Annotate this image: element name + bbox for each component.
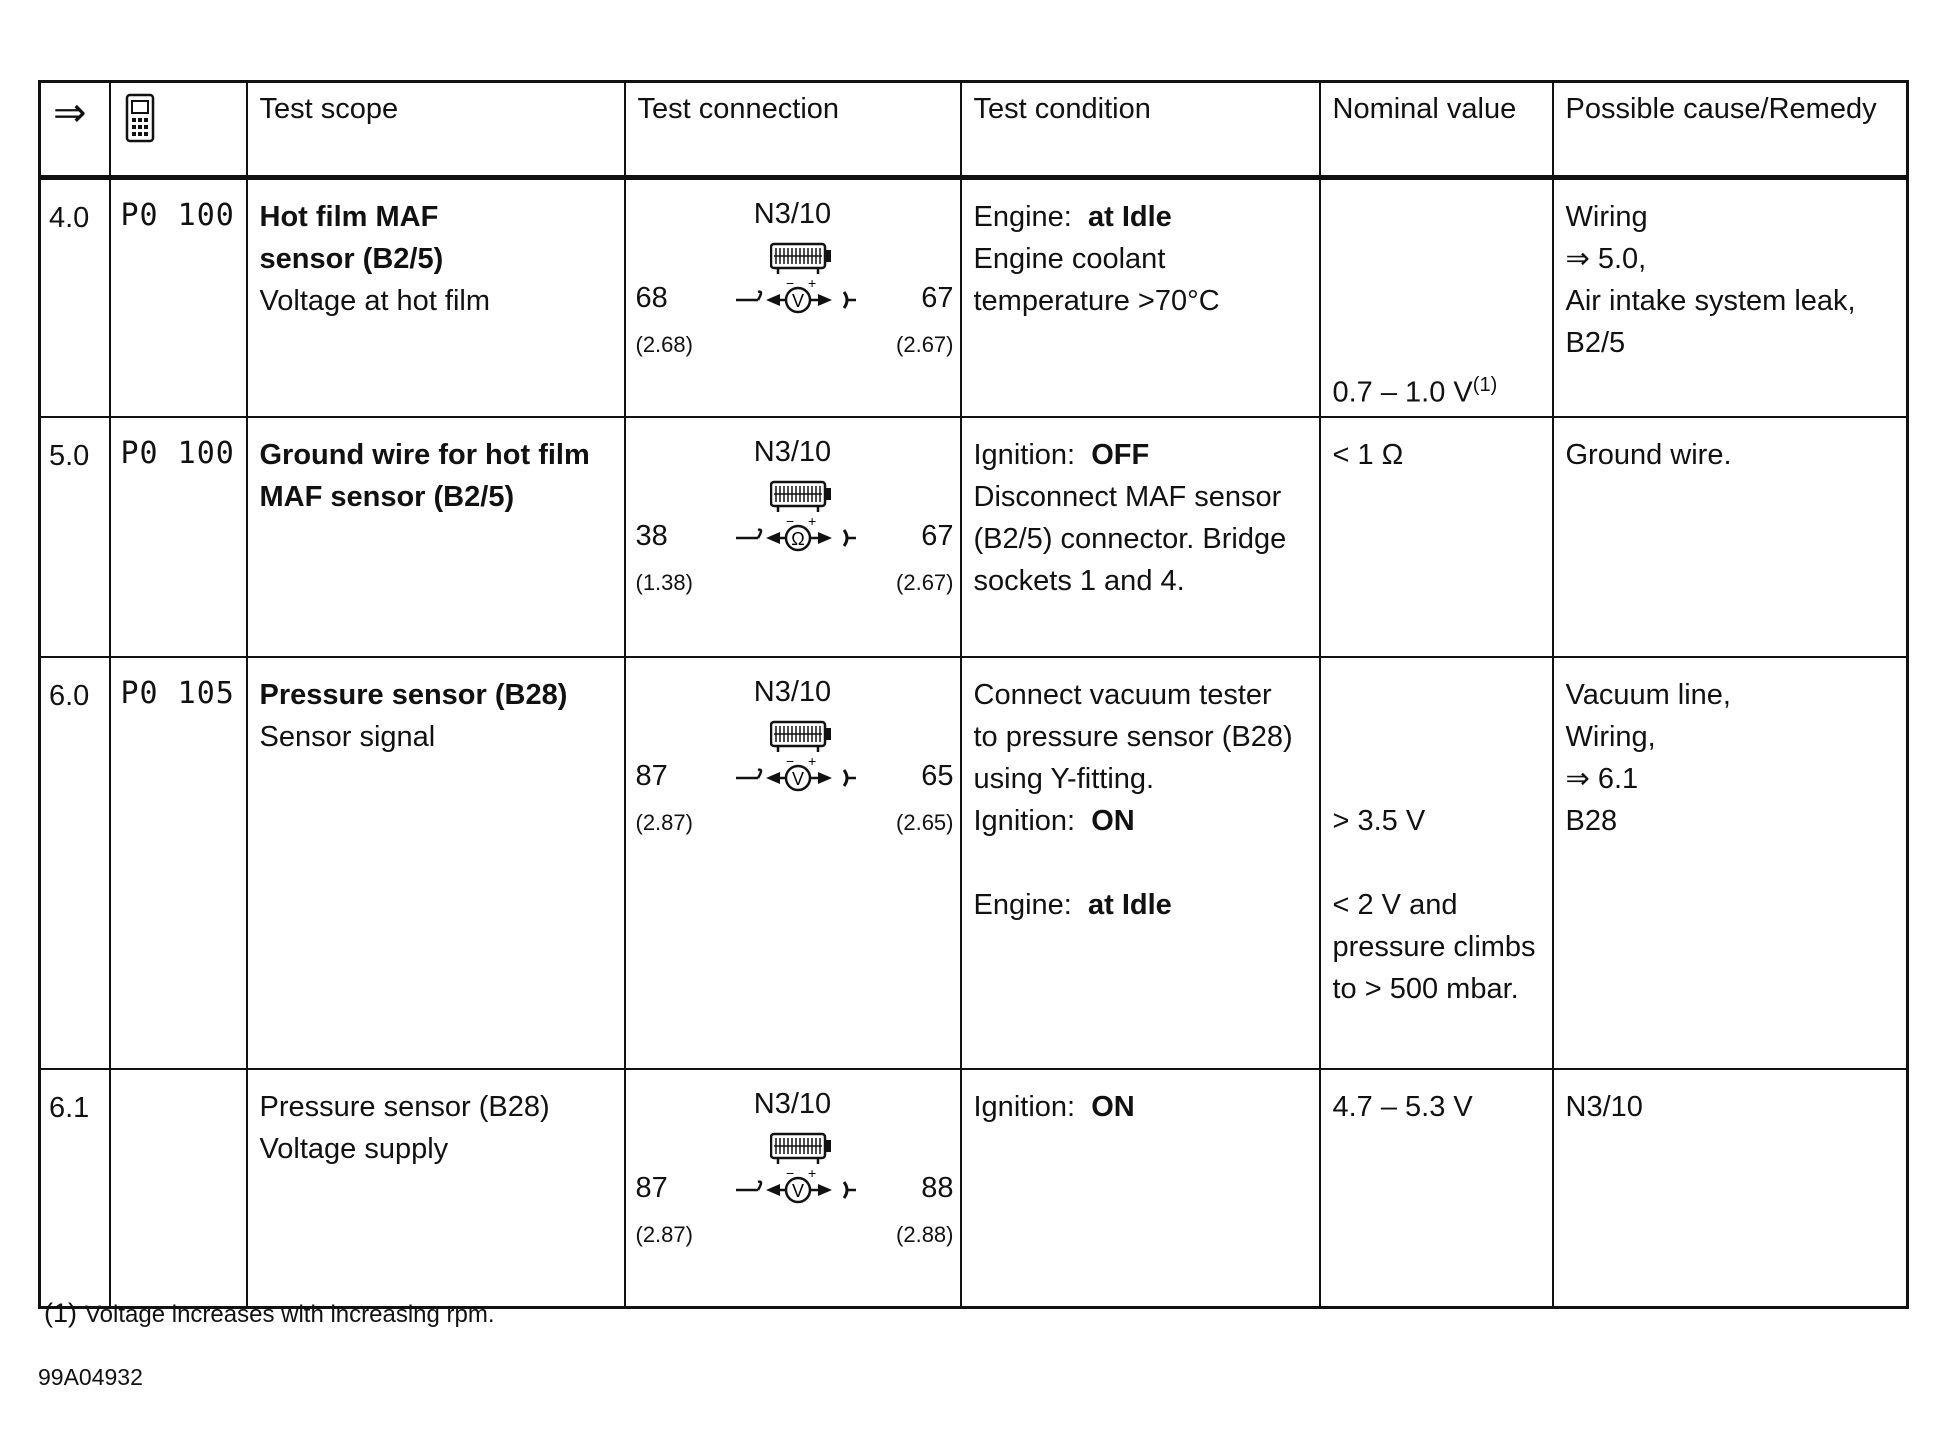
module-label: N3/10: [753, 676, 832, 708]
control-module-icon: [770, 240, 834, 276]
step-number: 6.1: [40, 1069, 110, 1308]
header-possible-cause: Possible cause/Remedy: [1553, 82, 1908, 178]
condition-value: ON: [1091, 1091, 1135, 1123]
condition-label: Engine:: [973, 201, 1072, 233]
double-arrow-icon: ⇒: [53, 91, 87, 135]
scope-desc: Sensor signal: [259, 721, 436, 753]
pin-left: 38: [635, 520, 668, 552]
condition-text: (B2/5) connector. Bridge: [973, 523, 1287, 555]
svg-text:−: −: [785, 280, 794, 291]
test-connection-cell: [625, 178, 961, 418]
svg-text:+: +: [807, 1170, 816, 1181]
footnote-ref: (1): [1472, 374, 1498, 396]
svg-text:−: −: [785, 758, 794, 769]
nominal-value-cell: [1320, 417, 1553, 657]
footnote: [44, 1298, 495, 1329]
pin-right-sub: (2.88): [896, 1222, 954, 1247]
nominal-value-cell: [1320, 657, 1553, 1069]
voltmeter-icon: [736, 758, 856, 798]
test-scope-cell: [247, 417, 625, 657]
footnote-marker: (1): [44, 1298, 77, 1328]
table-header-row: [40, 82, 1908, 178]
pin-left: 68: [635, 282, 668, 314]
module-label: N3/10: [753, 1088, 832, 1120]
pin-left-sub: (2.87): [635, 1222, 693, 1247]
test-scope-cell: [247, 178, 625, 418]
condition-value: at Idle: [1087, 889, 1172, 921]
scope-desc: Pressure sensor (B28): [259, 1091, 550, 1123]
possible-cause-cell: [1553, 657, 1908, 1069]
nominal-value: pressure climbs: [1332, 931, 1536, 963]
scope-title: Pressure sensor (B28): [259, 679, 568, 711]
condition-value: ON: [1091, 805, 1135, 837]
test-scope-cell: [247, 1069, 625, 1308]
scope-title: Hot film MAF: [259, 201, 439, 233]
remedy-line: Wiring: [1565, 201, 1648, 233]
fault-code: [110, 1069, 247, 1308]
svg-text:+: +: [807, 280, 816, 291]
nominal-value: 0.7 – 1.0 V: [1332, 376, 1473, 409]
test-condition-cell: [961, 1069, 1320, 1308]
fault-code: P0 100: [110, 178, 247, 418]
pin-right-sub: (2.65): [896, 810, 954, 835]
condition-value: at Idle: [1087, 201, 1172, 233]
pin-right: 88: [921, 1172, 954, 1204]
remedy-line: Air intake system leak,: [1565, 285, 1856, 317]
step-number: 4.0: [40, 178, 110, 418]
remedy-link[interactable]: ⇒ 5.0,: [1565, 243, 1647, 275]
condition-label: Ignition:: [973, 439, 1076, 471]
nominal-value: < 1 Ω: [1332, 439, 1404, 471]
hand-held-tester-icon: [123, 93, 157, 143]
nominal-value: > 3.5 V: [1332, 805, 1426, 837]
remedy-link[interactable]: ⇒ 6.1: [1565, 763, 1639, 795]
nominal-value-cell: [1320, 178, 1553, 418]
table-row: [40, 1069, 1908, 1308]
scope-title: MAF sensor (B2/5): [259, 481, 515, 513]
condition-text: Engine coolant: [973, 243, 1166, 275]
header-test-connection: Test connection: [625, 82, 961, 178]
test-condition-cell: [961, 657, 1320, 1069]
voltmeter-icon: [736, 1170, 856, 1210]
pin-left: 87: [635, 1172, 668, 1204]
condition-text: sockets 1 and 4.: [973, 565, 1185, 597]
test-table: [38, 80, 1909, 1309]
condition-label: Ignition:: [973, 1091, 1076, 1123]
possible-cause-cell: [1553, 417, 1908, 657]
condition-label: Ignition:: [973, 805, 1076, 837]
document-id: 99A04932: [38, 1364, 143, 1390]
module-label: N3/10: [753, 436, 832, 468]
test-connection-cell: [625, 1069, 961, 1308]
scope-desc: Voltage supply: [259, 1133, 449, 1165]
meter-symbol: V: [791, 769, 804, 789]
condition-text: Connect vacuum tester: [973, 679, 1272, 711]
step-number: 5.0: [40, 417, 110, 657]
step-number: 6.0: [40, 657, 110, 1069]
scope-title: Ground wire for hot film: [259, 439, 590, 471]
fault-code: P0 105: [110, 657, 247, 1069]
nominal-value: 4.7 – 5.3 V: [1332, 1091, 1473, 1123]
pin-left-sub: (2.68): [635, 332, 693, 357]
header-tester: [110, 82, 247, 178]
footnote-text: Voltage increases with increasing rpm.: [85, 1301, 495, 1328]
header-arrow: [40, 82, 110, 178]
pin-left: 87: [635, 760, 668, 792]
nominal-value: < 2 V and: [1332, 889, 1458, 921]
test-condition-cell: [961, 178, 1320, 418]
voltmeter-icon: [736, 280, 856, 320]
scope-desc: Voltage at hot film: [259, 285, 491, 317]
header-test-condition: Test condition: [961, 82, 1320, 178]
test-connection-cell: [625, 417, 961, 657]
table-row: [40, 178, 1908, 418]
condition-text: using Y-fitting.: [973, 763, 1155, 795]
svg-text:+: +: [807, 518, 816, 529]
pin-right-sub: (2.67): [896, 332, 954, 357]
meter-symbol: V: [791, 291, 804, 311]
scope-title: sensor (B2/5): [259, 243, 444, 275]
test-condition-cell: [961, 417, 1320, 657]
pin-right: 65: [921, 760, 954, 792]
svg-text:+: +: [807, 758, 816, 769]
remedy-line: Vacuum line,: [1565, 679, 1731, 711]
nominal-value-cell: [1320, 1069, 1553, 1308]
remedy-line: B2/5: [1565, 327, 1626, 359]
svg-text:−: −: [785, 1170, 794, 1181]
possible-cause-cell: [1553, 178, 1908, 418]
svg-text:−: −: [785, 518, 794, 529]
remedy-line: B28: [1565, 805, 1618, 837]
nominal-value: to > 500 mbar.: [1332, 973, 1519, 1005]
remedy-line: Wiring,: [1565, 721, 1656, 753]
pin-right-sub: (2.67): [896, 570, 954, 595]
pin-left-sub: (1.38): [635, 570, 693, 595]
condition-value: OFF: [1091, 439, 1150, 471]
table-row: [40, 657, 1908, 1069]
pin-right: 67: [921, 520, 954, 552]
test-connection-cell: [625, 657, 961, 1069]
meter-symbol: V: [791, 1181, 804, 1201]
condition-text: Disconnect MAF sensor: [973, 481, 1282, 513]
module-label: N3/10: [753, 198, 832, 230]
ohmmeter-icon: [736, 518, 856, 558]
condition-text: temperature >70°C: [973, 285, 1220, 317]
fault-code: P0 100: [110, 417, 247, 657]
meter-symbol: Ω: [790, 529, 805, 549]
control-module-icon: [770, 478, 834, 514]
control-module-icon: [770, 1130, 834, 1166]
remedy-line: Ground wire.: [1565, 439, 1732, 471]
test-scope-cell: [247, 657, 625, 1069]
condition-text: to pressure sensor (B28): [973, 721, 1293, 753]
pin-right: 67: [921, 282, 954, 314]
condition-label: Engine:: [973, 889, 1072, 921]
header-test-scope: Test scope: [247, 82, 625, 178]
remedy-line: N3/10: [1565, 1091, 1643, 1123]
possible-cause-cell: [1553, 1069, 1908, 1308]
header-nominal-value: Nominal value: [1320, 82, 1553, 178]
table-row: [40, 417, 1908, 657]
pin-left-sub: (2.87): [635, 810, 693, 835]
control-module-icon: [770, 718, 834, 754]
